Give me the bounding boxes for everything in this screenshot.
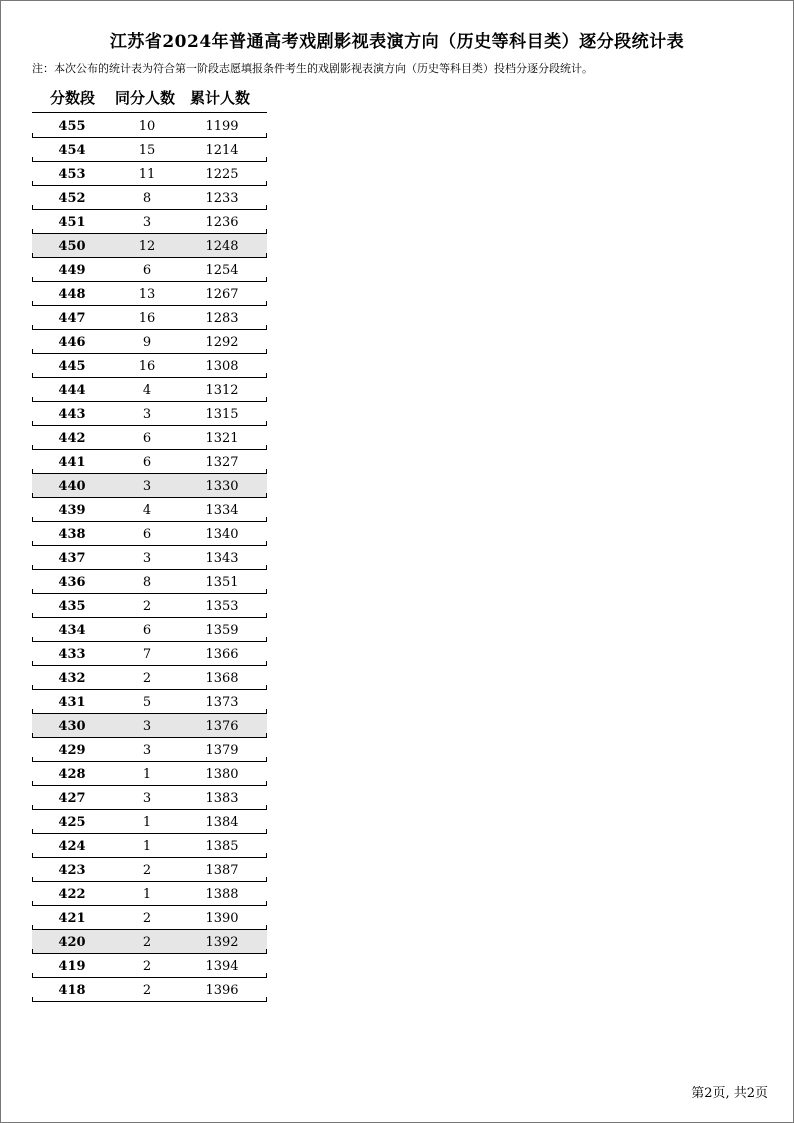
table-row (32, 378, 267, 402)
table-row (32, 546, 267, 570)
table-row (32, 618, 267, 642)
cell-cumulative: 1353 (205, 599, 239, 614)
cell-score: 444 (58, 383, 86, 398)
cell-same-count: 11 (138, 167, 156, 182)
cell-cumulative: 1396 (205, 983, 239, 998)
cell-cumulative: 1376 (205, 719, 239, 734)
cell-cumulative: 1248 (205, 239, 239, 254)
cell-cumulative: 1394 (205, 959, 239, 974)
cell-score: 453 (58, 167, 86, 182)
cell-same-count: 3 (142, 479, 152, 494)
cell-cumulative: 1366 (205, 647, 239, 662)
cell-same-count: 3 (142, 407, 152, 422)
table-row (32, 666, 267, 690)
table-row (32, 498, 267, 522)
table-row (32, 114, 267, 138)
cell-score: 427 (58, 791, 86, 806)
cell-score: 420 (58, 935, 86, 950)
table-row (32, 594, 267, 618)
cell-cumulative: 1327 (205, 455, 239, 470)
table-row (32, 330, 267, 354)
cell-same-count: 7 (142, 647, 152, 662)
cell-score: 449 (58, 263, 86, 278)
cell-same-count: 1 (142, 839, 152, 854)
cell-cumulative: 1225 (205, 167, 239, 182)
cell-same-count: 3 (142, 551, 152, 566)
cell-score: 432 (58, 671, 86, 686)
cell-same-count: 1 (142, 767, 152, 782)
cell-score: 451 (58, 215, 86, 230)
cell-same-count: 15 (138, 143, 156, 158)
cell-same-count: 1 (142, 887, 152, 902)
cell-same-count: 6 (142, 455, 152, 470)
cell-same-count: 13 (138, 287, 156, 302)
table-row (32, 738, 267, 762)
table-row (32, 978, 267, 1002)
table-row (32, 282, 267, 306)
table-row (32, 834, 267, 858)
cell-same-count: 6 (142, 431, 152, 446)
cell-cumulative: 1312 (205, 383, 239, 398)
table-row (32, 906, 267, 930)
cell-cumulative: 1390 (205, 911, 239, 926)
cell-cumulative: 1292 (205, 335, 239, 350)
cell-same-count: 5 (142, 695, 152, 710)
cell-same-count: 2 (142, 983, 152, 998)
cell-same-count: 2 (142, 959, 152, 974)
cell-score: 431 (58, 695, 86, 710)
cell-score: 448 (58, 287, 86, 302)
cell-score: 422 (58, 887, 86, 902)
cell-cumulative: 1380 (205, 767, 239, 782)
cell-same-count: 6 (142, 263, 152, 278)
cell-cumulative: 1214 (205, 143, 239, 158)
cell-same-count: 12 (138, 239, 156, 254)
cell-cumulative: 1308 (205, 359, 239, 374)
cell-score: 443 (58, 407, 86, 422)
cell-cumulative: 1334 (205, 503, 239, 518)
cell-score: 447 (58, 311, 86, 326)
page-title: 江苏省2024年普通高考戏剧影视表演方向（历史等科目类）逐分段统计表 (109, 32, 685, 52)
table-row (32, 882, 267, 906)
table-note: 注：本次公布的统计表为符合第一阶段志愿填报条件考生的戏剧影视表演方向（历史等科目类）投档分逐分段统计。 (32, 62, 593, 75)
cell-cumulative: 1383 (205, 791, 239, 806)
cell-score: 428 (58, 767, 86, 782)
cell-cumulative: 1385 (205, 839, 239, 854)
cell-cumulative: 1315 (205, 407, 239, 422)
cell-same-count: 8 (142, 575, 152, 590)
cell-score: 430 (58, 719, 86, 734)
table-row (32, 810, 267, 834)
cell-score: 421 (58, 911, 86, 926)
cell-score: 419 (58, 959, 86, 974)
cell-score: 437 (58, 551, 86, 566)
cell-same-count: 16 (138, 359, 156, 374)
cell-same-count: 3 (142, 719, 152, 734)
cell-score: 438 (58, 527, 86, 542)
cell-cumulative: 1384 (205, 815, 239, 830)
cell-cumulative: 1236 (205, 215, 239, 230)
cell-same-count: 1 (142, 815, 152, 830)
header-rule (32, 112, 267, 113)
cell-score: 455 (58, 119, 86, 134)
cell-cumulative: 1283 (205, 311, 239, 326)
cell-cumulative: 1388 (205, 887, 239, 902)
cell-cumulative: 1368 (205, 671, 239, 686)
table-row (32, 186, 267, 210)
cell-same-count: 9 (142, 335, 152, 350)
cell-same-count: 16 (138, 311, 156, 326)
cell-score: 436 (58, 575, 86, 590)
cell-cumulative: 1340 (205, 527, 239, 542)
table-row (32, 474, 267, 498)
cell-score: 418 (58, 983, 86, 998)
table-row (32, 954, 267, 978)
table-row (32, 306, 267, 330)
cell-score: 446 (58, 335, 86, 350)
table-row (32, 930, 267, 954)
cell-cumulative: 1254 (205, 263, 239, 278)
cell-cumulative: 1343 (205, 551, 239, 566)
cell-score: 442 (58, 431, 86, 446)
cell-score: 423 (58, 863, 86, 878)
cell-cumulative: 1379 (205, 743, 239, 758)
cell-score: 445 (58, 359, 86, 374)
page-footer: 第2页, 共2页 (691, 1086, 768, 1101)
cell-cumulative: 1387 (205, 863, 239, 878)
cell-cumulative: 1199 (205, 119, 239, 134)
cell-cumulative: 1321 (205, 431, 239, 446)
header-cumulative: 累计人数 (190, 89, 251, 107)
cell-same-count: 3 (142, 743, 152, 758)
cell-same-count: 10 (138, 119, 156, 134)
cell-same-count: 2 (142, 863, 152, 878)
cell-score: 424 (58, 839, 86, 854)
cell-score: 425 (58, 815, 86, 830)
cell-same-count: 3 (142, 215, 152, 230)
table-row (32, 522, 267, 546)
table-body (32, 114, 267, 1002)
cell-score: 435 (58, 599, 86, 614)
table-row (32, 426, 267, 450)
table-row (32, 858, 267, 882)
cell-cumulative: 1351 (205, 575, 239, 590)
table-row (32, 642, 267, 666)
table-row (32, 570, 267, 594)
header-same-count: 同分人数 (115, 89, 176, 107)
cell-score: 429 (58, 743, 86, 758)
cell-score: 452 (58, 191, 86, 206)
table-row (32, 258, 267, 282)
table-row (32, 450, 267, 474)
cell-score: 434 (58, 623, 86, 638)
cell-score: 433 (58, 647, 86, 662)
cell-score: 450 (58, 239, 86, 254)
cell-cumulative: 1233 (205, 191, 239, 206)
cell-same-count: 8 (142, 191, 152, 206)
cell-cumulative: 1359 (205, 623, 239, 638)
cell-same-count: 4 (142, 383, 152, 398)
cell-same-count: 2 (142, 671, 152, 686)
cell-cumulative: 1373 (205, 695, 239, 710)
table-row (32, 210, 267, 234)
cell-score: 440 (58, 479, 86, 494)
cell-same-count: 2 (142, 935, 152, 950)
table-row (32, 402, 267, 426)
cell-same-count: 3 (142, 791, 152, 806)
cell-same-count: 4 (142, 503, 152, 518)
table-row (32, 690, 267, 714)
table-row (32, 138, 267, 162)
cell-same-count: 2 (142, 911, 152, 926)
cell-cumulative: 1392 (205, 935, 239, 950)
cell-score: 454 (58, 143, 86, 158)
cell-same-count: 2 (142, 599, 152, 614)
cell-same-count: 6 (142, 527, 152, 542)
cell-same-count: 6 (142, 623, 152, 638)
table-row (32, 354, 267, 378)
table-row (32, 786, 267, 810)
table-row (32, 234, 267, 258)
cell-score: 441 (58, 455, 86, 470)
cell-score: 439 (58, 503, 86, 518)
cell-cumulative: 1267 (205, 287, 239, 302)
cell-cumulative: 1330 (205, 479, 239, 494)
header-score: 分数段 (50, 89, 96, 107)
table-row (32, 714, 267, 738)
table-row (32, 162, 267, 186)
table-row (32, 762, 267, 786)
